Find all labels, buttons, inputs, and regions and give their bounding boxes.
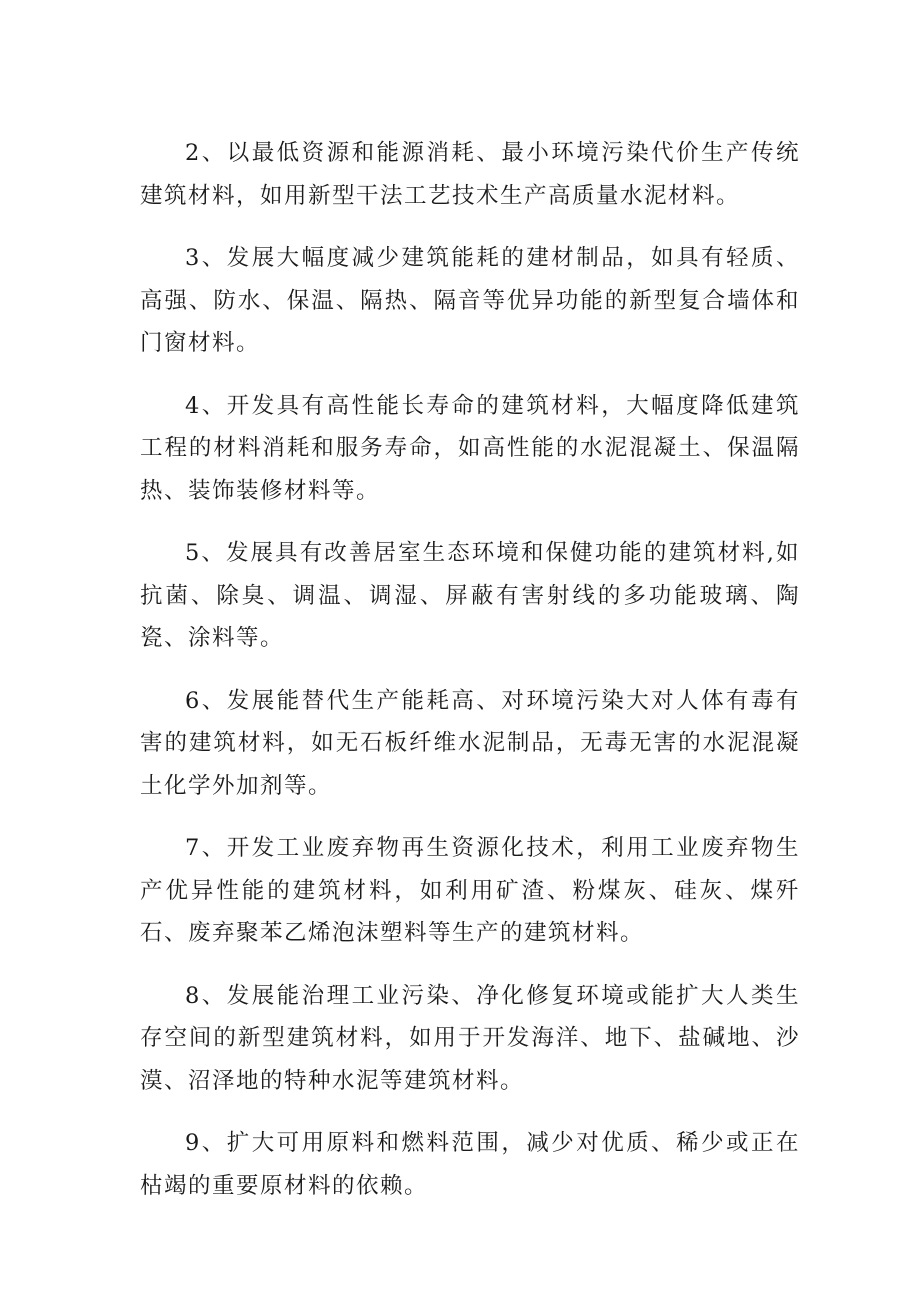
paragraph-item-9: 9、扩大可用原料和燃料范围，减少对优质、稀少或正在枯竭的重要原材料的依赖。 [140, 1130, 800, 1199]
paragraph-item-5: 5、发展具有改善居室生态环境和保健功能的建筑材料,如抗菌、除臭、调温、调湿、屏蔽有害射线的多功能玻璃、陶瓷、涂料等。 [140, 540, 800, 651]
paragraph-item-7: 7、开发工业废弃物再生资源化技术，利用工业废弃物生产优异性能的建筑材料，如利用矿渣、粉煤灰、硅灰、煤歼石、废弃聚苯乙烯泡沫塑料等生产的建筑材料。 [140, 835, 800, 946]
paragraph-item-6: 6、发展能替代生产能耗高、对环境污染大对人体有毒有害的建筑材料，如无石板纤维水泥制品，无毒无害的水泥混凝土化学外加剂等。 [140, 687, 800, 799]
document-body [140, 132, 800, 1227]
paragraph-item-3: 3、发展大幅度减少建筑能耗的建材制品，如具有轻质、高强、防水、保温、隔热、隔音等优异功能的新型复合墙体和门窗材料。 [140, 245, 800, 356]
paragraph-item-2: 2、以最低资源和能源消耗、最小环境污染代价生产传统建筑材料，如用新型干法工艺技术生产高质量水泥材料。 [140, 140, 800, 209]
paragraph-item-4: 4、开发具有高性能长寿命的建筑材料，大幅度降低建筑工程的材料消耗和服务寿命，如高性能的水泥混凝土、保温隔热、装饰装修材料等。 [140, 392, 800, 504]
paragraph-item-8: 8、发展能治理工业污染、净化修复环境或能扩大人类生存空间的新型建筑材料，如用于开发海洋、地下、盐碱地、沙漠、沼泽地的特种水泥等建筑材料。 [140, 982, 800, 1094]
